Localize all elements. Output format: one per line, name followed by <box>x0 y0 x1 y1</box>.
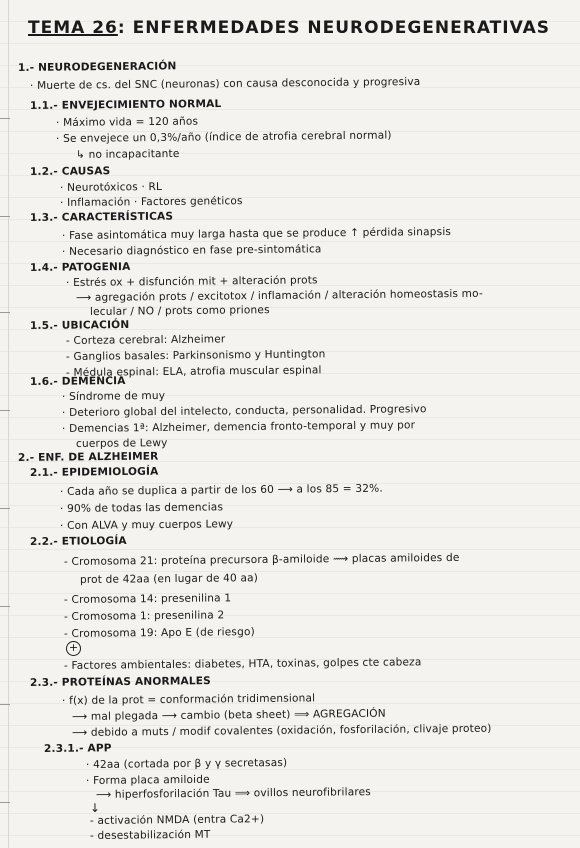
note-line: · Cada año se duplica a partir de los 60 ⟶ a los 85 = 32%. <box>59 482 383 498</box>
section-heading: 2.1.- EPIDEMIOLOGÍA <box>29 465 159 479</box>
note-line: · Máximo vida = 120 años <box>55 115 199 129</box>
note-line: · Inflamación · Factores genéticos <box>59 195 243 209</box>
note-line: · Deterioro global del intelecto, conducta, personalidad. Progresivo <box>61 403 427 419</box>
margin-tick <box>0 216 10 217</box>
note-line: ⟶ agregación prots / excitotox / inflamación / alteración homeostasis mo- <box>75 287 483 304</box>
section-heading: 1.3.- CARACTERÍSTICAS <box>29 210 174 224</box>
note-line: · Estrés ox + disfunción mit + alteración prots <box>65 274 318 289</box>
margin-tick <box>0 312 10 313</box>
note-line: · 42aa (cortada por β y γ secretasas) <box>85 756 288 771</box>
title-text: : ENFERMEDADES NEURODEGENERATIVAS <box>117 18 550 38</box>
note-line: - Cromosoma 21: proteína precursora β-amiloide ⟿ placas amiloides de <box>63 551 460 568</box>
section-heading: 2.2.- ETIOLOGÍA <box>29 534 127 548</box>
note-line: ↳ no incapacitante <box>75 147 180 161</box>
note-line: - desestabilización MT <box>89 828 211 842</box>
note-line: - Cromosoma 1: presenilina 2 <box>63 609 225 623</box>
margin-tick <box>0 118 10 119</box>
note-line: · Fase asintomática muy larga hasta que se produce ↑ pérdida sinapsis <box>61 225 452 242</box>
note-line: - Corteza cerebral: Alzheimer <box>65 333 226 347</box>
note-line: · Con ALVA y muy cuerpos Lewy <box>59 518 234 532</box>
section-heading: 1.4.- PATOGENIA <box>29 260 131 274</box>
note-line: · Demencias 1ª: Alzheimer, demencia fronto-temporal y muy por <box>61 419 416 435</box>
note-line: cuerpos de Lewy <box>75 437 168 450</box>
margin-tick <box>0 508 10 509</box>
note-line: - Cromosoma 14: presenilina 1 <box>63 592 232 606</box>
section-heading: 1.6.- DEMENCIA <box>29 374 126 388</box>
page-title <box>28 18 550 38</box>
note-line: · Muerte de cs. del SNC (neuronas) con causa desconocida y progresiva <box>29 75 421 92</box>
note-line: · 90% de todas las demencias <box>59 501 224 515</box>
section-heading: 1.- NEURODEGENERACIÓN <box>17 60 177 74</box>
note-line: - Ganglios basales: Parkinsonismo y Huntington <box>65 348 326 363</box>
note-line: ⟶ mal plegada ⟶ cambio (beta sheet) ⟹ AGREGACIÓN <box>71 707 386 723</box>
section-heading: 1.5.- UBICACIÓN <box>29 318 130 332</box>
plus-circle-icon: + <box>66 641 81 656</box>
margin-tick <box>0 606 10 607</box>
note-line: - Factores ambientales: diabetes, HTA, toxinas, golpes cte cabeza <box>63 656 422 672</box>
section-heading: 1.1.- ENVEJECIMIENTO NORMAL <box>29 97 222 112</box>
margin-tick <box>0 410 10 411</box>
note-line: · Necesario diagnóstico en fase pre-sintomática <box>61 243 322 258</box>
note-line: · Neurotóxicos · RL <box>59 180 163 194</box>
note-line: · f(x) de la prot = conformación tridimensional <box>61 692 316 707</box>
section-heading: 2.3.- PROTEÍNAS ANORMALES <box>29 675 211 689</box>
margin-tick <box>0 802 10 803</box>
note-line: - Cromosoma 19: Apo E (de riesgo) <box>63 626 255 640</box>
note-line: ⟶ debido a muts / modif covalentes (oxidación, fosforilación, clivaje proteo) <box>71 722 492 739</box>
section-heading: 2.- ENF. DE ALZHEIMER <box>17 450 159 464</box>
down-arrow-icon: ↓ <box>89 800 101 815</box>
note-line: - Médula espinal: ELA, atrofia muscular espinal <box>65 364 322 379</box>
note-line: · Síndrome de muy <box>61 389 166 403</box>
section-heading: 1.2.- CAUSAS <box>29 165 111 178</box>
note-line: prot de 42aa (en lugar de 40 aa) <box>79 572 259 586</box>
margin-tick <box>0 704 10 705</box>
note-line: · Se envejece un 0,3%/año (índice de atrofia cerebral normal) <box>55 129 392 145</box>
title-number: TEMA 26 <box>28 18 118 38</box>
note-line: ⟶ hiperfosforilación Tau ⟹ ovillos neurofibrilares <box>95 786 372 801</box>
note-line: - activación NMDA (entra Ca2+) <box>89 813 265 827</box>
note-line: · Forma placa amiloide <box>85 773 210 787</box>
section-heading: 2.3.1.- APP <box>43 742 112 755</box>
note-line: lecular / NO / prots como priones <box>89 304 270 318</box>
